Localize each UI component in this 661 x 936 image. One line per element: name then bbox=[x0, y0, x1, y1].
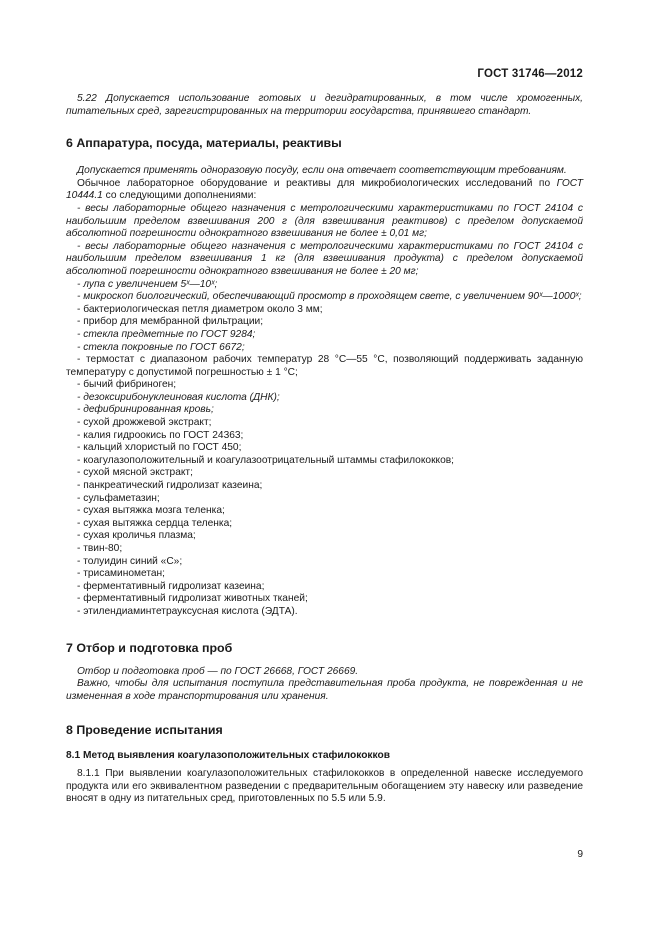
equipment-item: - калия гидроокись по ГОСТ 24363; bbox=[77, 429, 244, 441]
section-7-heading: 7 Отбор и подготовка проб bbox=[66, 640, 233, 655]
equipment-item: - стекла покровные по ГОСТ 6672; bbox=[77, 341, 245, 353]
equipment-item: - дефибринированная кровь; bbox=[77, 404, 214, 416]
equipment-item: - кальций хлористый по ГОСТ 450; bbox=[77, 442, 242, 454]
equipment-item: - коагулазоположительный и коагулазоотрицательный штаммы стафилококков; bbox=[77, 454, 455, 466]
equipment-item: - лупа с увеличением 5ˣ—10ˣ; bbox=[77, 278, 218, 290]
equipment-item: - дезоксирибонуклеиновая кислота (ДНК); bbox=[77, 391, 280, 403]
equipment-item: - панкреатический гидролизат казеина; bbox=[77, 480, 263, 492]
section-8-heading: 8 Проведение испытания bbox=[66, 723, 223, 738]
equipment-item: - стекла предметные по ГОСТ 9284; bbox=[77, 328, 256, 340]
section-6-heading: 6 Аппаратура, посуда, материалы, реактивы bbox=[66, 136, 342, 151]
equipment-item: - трисаминометан; bbox=[77, 568, 165, 580]
equipment-item: - весы лабораторные общего назначения с метрологическими характеристиками по ГОСТ 24104 с наибольшим пределом взвешивания 200 г (для взвешивания реактивов) с пределом допускаемой абсолютной погрешности однократного взвешивания не более ± 0,01 мг; bbox=[66, 202, 583, 240]
section-8-1-heading: 8.1 Метод выявления коагулазоположительных стафилококков bbox=[66, 750, 390, 762]
section-6-paragraph-1: Допускается применять одноразовую посуду, если она отвечает соответствующим требованиям. bbox=[77, 165, 567, 177]
equipment-item: - прибор для мембранной фильтрации; bbox=[77, 316, 264, 328]
equipment-item: - сухой дрожжевой экстракт; bbox=[77, 417, 212, 429]
equipment-item: - сульфаметазин; bbox=[77, 492, 160, 504]
equipment-item: - сухой мясной экстракт; bbox=[77, 467, 193, 479]
clause-5-22: 5.22 Допускается использование готовых и дегидратированных, в том числе хромогенных, питательных сред, зарегистрированных на территории государства, принявшего стандарт. bbox=[66, 93, 583, 117]
page-content bbox=[66, 93, 583, 806]
equipment-item: - этилендиаминтетрауксусная кислота (ЭДТА). bbox=[77, 605, 298, 617]
document-id: ГОСТ 31746—2012 bbox=[477, 68, 583, 80]
equipment-item: - бактериологическая петля диаметром около 3 мм; bbox=[77, 303, 323, 315]
section-7-paragraph-2: Важно, чтобы для испытания поступила представительная проба продукта, не поврежденная и не измененная в ходе транспортирования или хранения. bbox=[66, 678, 583, 702]
equipment-item: - толуидин синий «С»; bbox=[77, 555, 183, 567]
section-6-paragraph-2 bbox=[66, 178, 583, 203]
section-6-paragraph-2-part2: со следующими дополнениями: bbox=[102, 190, 257, 202]
section-6-paragraph-2-part1: Обычное лабораторное оборудование и реактивы для микробиологических исследований по bbox=[77, 177, 557, 189]
equipment-item: - ферментативный гидролизат животных тканей; bbox=[77, 593, 308, 605]
section-7-paragraph-1: Отбор и подготовка проб — по ГОСТ 26668, ГОСТ 26669. bbox=[77, 665, 359, 677]
page-number: 9 bbox=[577, 849, 583, 860]
equipment-item: - микроскоп биологический, обеспечивающий просмотр в проходящем свете, с увеличением 90ˣ—1000ˣ; bbox=[77, 291, 582, 303]
equipment-item: - сухая вытяжка мозга теленка; bbox=[77, 505, 225, 517]
section-6-paragraph-2-ref: ГОСТ 10444.1 bbox=[66, 177, 583, 202]
equipment-item: - сухая вытяжка сердца теленка; bbox=[77, 517, 233, 529]
clause-8-1-1: 8.1.1 При выявлении коагулазоположительных стафилококков в определенной навеске исследуемого продукта или его эквивалентном разведении с предварительным обогащением эту навеску или разведение вносят в одну из питательных сред, приготовленных по 5.5 или 5.9. bbox=[66, 767, 583, 805]
equipment-item: - бычий фибриноген; bbox=[77, 379, 177, 391]
equipment-item: - сухая кроличья плазма; bbox=[77, 530, 196, 542]
equipment-item: - ферментативный гидролизат казеина; bbox=[77, 580, 265, 592]
equipment-item: - твин-80; bbox=[77, 543, 123, 554]
equipment-item: - весы лабораторные общего назначения с метрологическими характеристиками по ГОСТ 24104 с наибольшим пределом взвешивания 1 кг (для взвешивания продукта) с пределом допускаемой абсолютной погрешности однократного взвешивания не более ± 20 мг; bbox=[66, 240, 583, 277]
equipment-item: - термостат с диапазоном рабочих температур 28 °С—55 °С, позволяющий поддерживать заданную температуру с допустимой погрешностью ± 1 °С; bbox=[66, 354, 583, 378]
